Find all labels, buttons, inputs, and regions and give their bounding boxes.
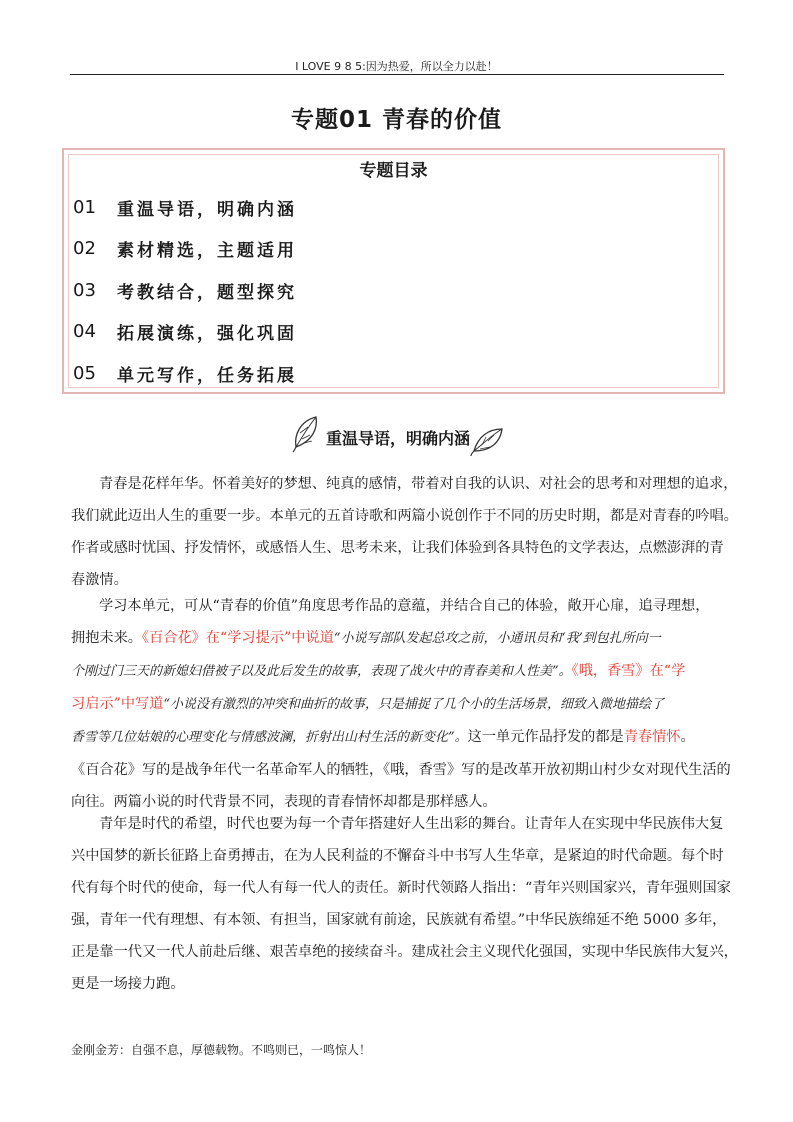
toc-item (73, 318, 297, 344)
section-banner (290, 413, 506, 457)
toc-item-label: 重温导语，明确内涵 (117, 199, 297, 220)
toc-item (73, 235, 297, 261)
toc-item-label: 单元写作，任务拓展 (117, 365, 297, 386)
text-line: 《百合花》写的是战争年代一名革命军人的牺牲，《哦，香雪》写的是改革开放初期山村少女对现代生活的 (71, 762, 731, 778)
quote-text: “小说写部队发起总攻之前，小通讯员和‘我’到包扎所向一 (333, 631, 661, 646)
text-line: 青年是时代的希望，时代也要为每一个青年搭建好人生出彩的舞台。让青年人在实现中华民族伟大复 (99, 816, 724, 832)
toc-item (73, 277, 297, 303)
toc-item (73, 360, 297, 386)
text-line: 春激情。 (71, 572, 128, 588)
text-line: 更是一场接力跑。 (71, 976, 185, 992)
highlight-text: 《哦，香雪》在“学 (571, 663, 686, 679)
text-line: 向往。两篇小说的时代背景不同，表现的青春情怀却都是那样感人。 (71, 794, 497, 810)
text-line (71, 655, 723, 688)
text-run: 拥抱未来。 (71, 630, 142, 646)
leaf-icon (470, 421, 506, 457)
text-line: 强，青年一代有理想、有本领、有担当，国家就有前途，民族就有希望。”中华民族绵延不绝 5000 多年， (71, 912, 727, 928)
text-line (71, 622, 723, 655)
quote-text: 个刚过门三天的新媳妇借被子以及此后发生的故事，表现了战火中的青春美和人性美”。 (71, 664, 572, 679)
toc-item-label: 拓展演练，强化巩固 (117, 323, 297, 344)
toc-box (62, 148, 725, 394)
toc-item (73, 194, 297, 220)
toc-item-number: 02 (73, 237, 96, 259)
toc-item-number: 04 (73, 320, 96, 342)
text-line (71, 688, 723, 721)
toc-item-label: 素材精选，主题适用 (117, 240, 297, 261)
header-divider (70, 74, 724, 75)
highlight-text: 青春情怀 (623, 729, 681, 745)
text-line: 学习本单元，可从“青春的价值”角度思考作品的意蕴，并结合自己的体验，敞开心扉，追寻理想， (99, 598, 710, 614)
text-line: 代有每个时代的使命，每一代人有每一代人的责任。新时代领路人指出：“青年兴则国家兴，青年强则国家 (71, 880, 731, 896)
paragraph-3 (71, 808, 738, 1000)
text-line: 我们就此迈出人生的重要一步。本单元的五首诗歌和两篇小说创作于不同的历史时期，都是对青春的吟唱。 (71, 508, 738, 524)
toc-heading: 专题目录 (359, 161, 428, 181)
text-line (71, 721, 723, 754)
page-footer: 金刚金芳：自强不息，厚德载物。不鸣则已，一鸣惊人！ (71, 1043, 372, 1057)
page-title: 专题01 青春的价值 (290, 107, 502, 133)
text-line: 正是靠一代又一代人前赴后继、艰苦卓绝的接续奋斗。建成社会主义现代化强国，实现中华民族伟大复兴， (71, 944, 738, 960)
highlight-text: 习启示”中写道 (71, 696, 164, 712)
toc-item-number: 03 (73, 279, 96, 301)
text-line: 兴中国梦的新长征路上奋勇搏击，在为人民利益的不懈奋斗中书写人生华章，是紧迫的时代命题。每个时 (71, 848, 724, 864)
toc-item-number: 05 (73, 362, 96, 384)
highlight-text: 《百合花》在“学习提示”中说道 (141, 630, 334, 646)
toc-item-number: 01 (73, 196, 96, 218)
toc-box-inner-border (68, 154, 719, 388)
toc-item-label: 考教结合，题型探究 (117, 282, 297, 303)
text-run: 。 (680, 729, 695, 745)
page-header: I LOVE 9 8 5:因为热爱，所以全力以赴！ (295, 60, 498, 73)
text-line: 作者或感时忧国、抒发情怀，或感悟人生、思考未来，让我们体验到各具特色的文学表达，点燃澎湃的青 (71, 540, 724, 556)
quote-text: “小说没有激烈的冲突和曲折的故事，只是捕捉了几个小的生活场景，细致入微地描绘了 (163, 697, 665, 712)
text-line: 青春是花样年华。怀着美好的梦想、纯真的感情，带着对自我的认识、对社会的思考和对理想的追求， (99, 476, 738, 492)
text-run: 这一单元作品抒发的都是 (467, 729, 624, 745)
section-banner-title: 重温导语，明确内涵 (325, 429, 470, 448)
paragraph-1 (71, 468, 738, 596)
quote-text: 香雪等几位姑娘的心理变化与情感波澜，折射出山村生活的新变化”。 (71, 730, 468, 745)
paragraph-2 (71, 590, 731, 818)
